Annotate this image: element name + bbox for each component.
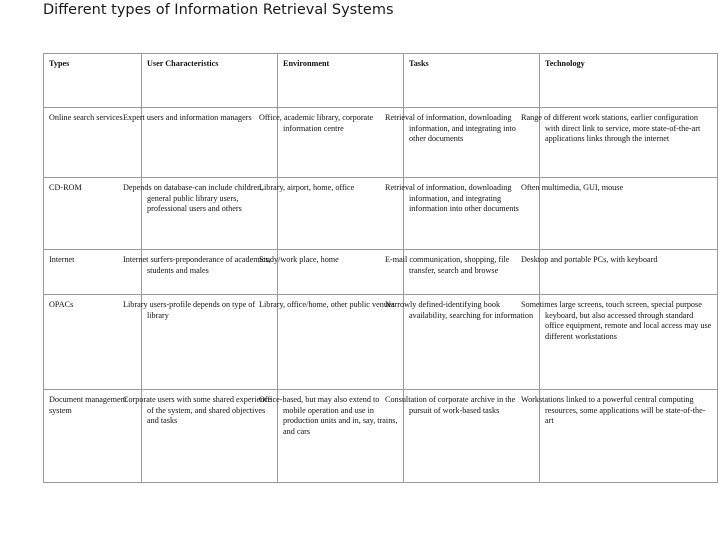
cell-type: CD-ROM <box>44 178 142 250</box>
cell-user: Depends on database-can include children, general public library users, professional users and others <box>142 178 278 250</box>
cell-tasks: Retrieval of information, downloading information, and integrating information into other documents <box>404 178 540 250</box>
page-title: Different types of Information Retrieval Systems <box>43 2 394 18</box>
cell-environment: Study/work place, home <box>278 250 404 295</box>
cell-environment: Library, office/home, other public venues <box>278 295 404 390</box>
cell-type: Online search services <box>44 108 142 178</box>
table-row <box>44 295 718 390</box>
cell-technology: Workstations linked to a powerful central computing resources, some applications will be state-of-the-art <box>540 390 718 483</box>
header-types: Types <box>44 54 142 108</box>
table-row <box>44 178 718 250</box>
cell-technology: Range of different work stations, earlier configuration with direct link to service, more state-of-the-art applications links through the internet <box>540 108 718 178</box>
cell-type: Internet <box>44 250 142 295</box>
cell-user: Corporate users with some shared experience of the system, and shared objectives and tasks <box>142 390 278 483</box>
cell-environment: Office-based, but may also extend to mobile operation and use in production units and in, say, trains, and cars <box>278 390 404 483</box>
table-row <box>44 108 718 178</box>
cell-technology: Often multimedia, GUI, mouse <box>540 178 718 250</box>
table-row <box>44 390 718 483</box>
cell-tasks: Consultation of corporate archive in the pursuit of work-based tasks <box>404 390 540 483</box>
cell-user: Internet surfers-preponderance of academics, students and males <box>142 250 278 295</box>
cell-tasks: Narrowly defined-identifying book availability, searching for information <box>404 295 540 390</box>
header-environment: Environment <box>278 54 404 108</box>
table-header-row <box>44 54 718 108</box>
cell-type: Document management system <box>44 390 142 483</box>
cell-technology: Desktop and portable PCs, with keyboard <box>540 250 718 295</box>
cell-technology: Sometimes large screens, touch screen, special purpose keyboard, but also accessed through standard office equipment, remote and local access may use different workstations <box>540 295 718 390</box>
header-user-characteristics: User Characteristics <box>142 54 278 108</box>
cell-tasks: Retrieval of information, downloading information, and integrating into other documents <box>404 108 540 178</box>
table-row <box>44 250 718 295</box>
header-technology: Technology <box>540 54 718 108</box>
header-tasks: Tasks <box>404 54 540 108</box>
cell-environment: Library, airport, home, office <box>278 178 404 250</box>
cell-type: OPACs <box>44 295 142 390</box>
cell-user: Expert users and information managers <box>142 108 278 178</box>
cell-environment: Office, academic library, corporate information centre <box>278 108 404 178</box>
cell-user: Library users-profile depends on type of library <box>142 295 278 390</box>
cell-tasks: E-mail communication, shopping, file transfer, search and browse <box>404 250 540 295</box>
ir-systems-table <box>43 53 718 483</box>
